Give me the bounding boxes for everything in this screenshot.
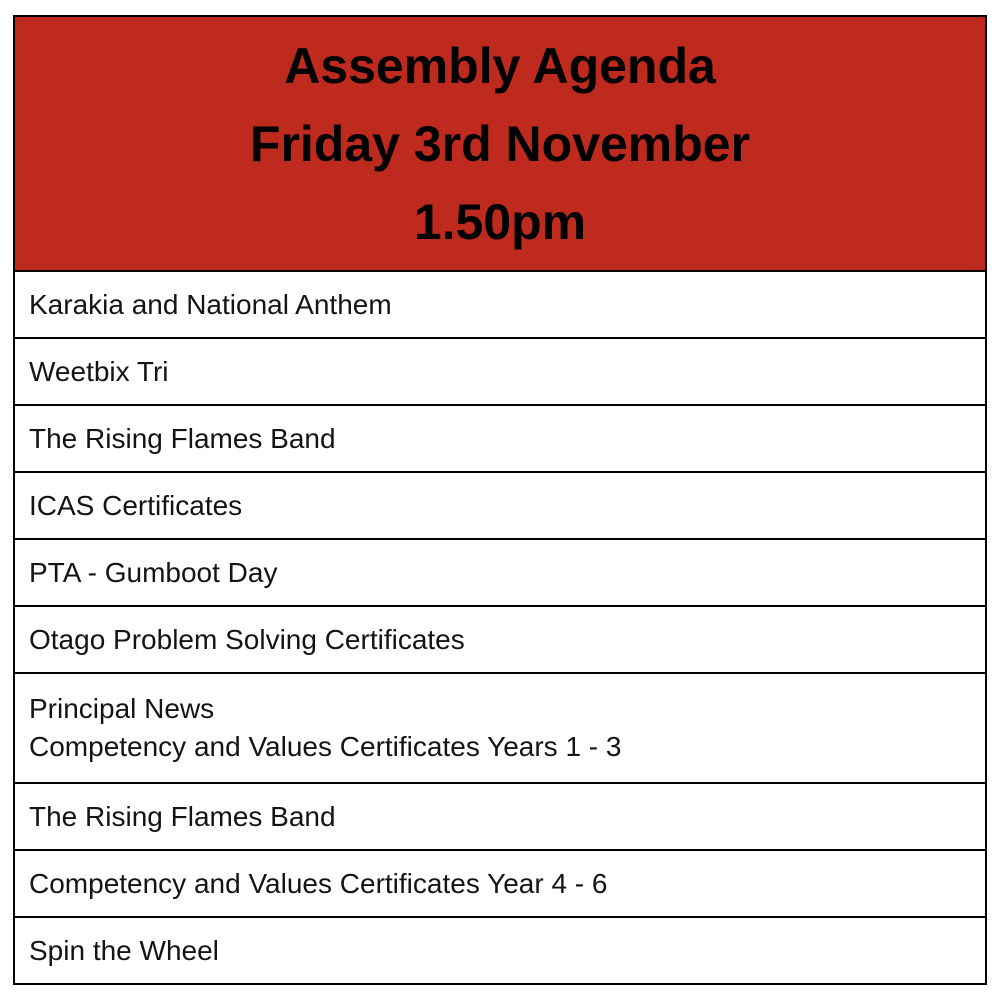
header-date: Friday 3rd November [249, 115, 751, 172]
row-weetbix-tri [15, 337, 985, 404]
agenda-table [13, 15, 987, 985]
row-label: Karakia and National Anthem [29, 288, 392, 320]
row-otago-problem-solving [15, 605, 985, 672]
row-pta-gumboot-day [15, 538, 985, 605]
row-rising-flames-band-1 [15, 404, 985, 471]
row-spin-the-wheel [15, 916, 985, 983]
row-label: PTA - Gumboot Day [29, 556, 278, 588]
row-label: The Rising Flames Band [29, 800, 336, 832]
row-label: Weetbix Tri [29, 355, 169, 387]
row-label: Spin the Wheel [29, 934, 219, 966]
header-time: 1.50pm [413, 193, 587, 250]
row-label-line-1: Principal News [29, 693, 215, 724]
row-principal-news-certificates-y1-3 [15, 672, 985, 782]
row-label: Otago Problem Solving Certificates [29, 623, 465, 655]
row-label: Competency and Values Certificates Year 4 - 6 [29, 867, 608, 899]
row-karakia-national-anthem [15, 270, 985, 337]
row-certificates-y4-6 [15, 849, 985, 916]
agenda-header [15, 17, 985, 270]
row-icas-certificates [15, 471, 985, 538]
row-label: The Rising Flames Band [29, 422, 336, 454]
row-rising-flames-band-2 [15, 782, 985, 849]
header-title: Assembly Agenda [284, 37, 716, 94]
row-label: ICAS Certificates [29, 489, 243, 521]
row-label-line-2: Competency and Values Certificates Years 1 - 3 [29, 731, 622, 762]
